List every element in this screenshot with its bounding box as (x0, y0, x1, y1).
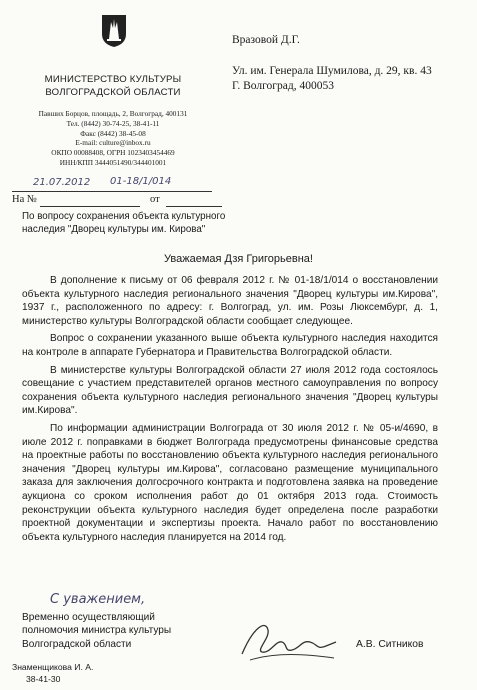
contact-line: ОКПО 00088408, ОГРН 1023403454469 (51, 148, 175, 158)
greeting: Уважаемая Дзя Григорьевна! (164, 253, 313, 265)
executor-name: Знаменщикова И. А. (12, 662, 94, 672)
ministry-contacts (8, 109, 218, 168)
contact-line: Тел. (8442) 30-74-25, 38-41-11 (66, 118, 160, 128)
body-paragraph: В дополнение к письму от 06 февраля 2012 г. № 01-18/1/014 о восстановлении объекта культурного наследия регионального значения "Дворец культуры им.Кирова", 1937 г., расположенного по адресу: г. Волгоград, ул. им. Розы Люксембург, д. 1, министерство культуры Волгоградской области сообщает следующее. (22, 275, 438, 327)
reference-number-label: На № (12, 194, 37, 205)
signer-title-line: Волгоградской области (22, 638, 132, 650)
handwritten-closing: С уважением, (50, 592, 146, 607)
letter-body (22, 274, 438, 548)
signer-title-line: полномочия министра культуры (22, 625, 172, 637)
ministry-line: МИНИСТЕРСТВО КУЛЬТУРЫ (44, 74, 182, 85)
signer-title (22, 611, 171, 651)
recipient-block (232, 33, 432, 94)
recipient-address-line: Г. Волгоград, 400053 (232, 80, 334, 92)
reference-date-line (166, 206, 222, 207)
contact-line: Факс (8442) 38-45-08 (80, 128, 146, 138)
signer-title-line: Временно осуществляющий (22, 612, 155, 623)
executor-block (12, 661, 93, 685)
coat-of-arms-icon (101, 14, 127, 48)
recipient-address-line: Ул. им. Генерала Шумилова, д. 29, кв. 43 (232, 65, 432, 77)
recipient-name: Вразовой Д.Г. (232, 34, 300, 46)
handwritten-date: 21.07.2012 (33, 177, 91, 188)
letter-subject: По вопросу сохранения объекта культурного наследия "Дворец культуры им. Кирова" (22, 211, 226, 235)
contact-line: Павших Борцов, площадь, 2, Волгоград, 400131 (38, 109, 188, 118)
ministry-line: ВОЛГОГРАДСКОЙ ОБЛАСТИ (45, 87, 181, 98)
contact-line: E-mail: culture@inbox.ru (75, 138, 151, 148)
executor-phone: 38-41-30 (26, 674, 61, 684)
body-paragraph: Вопрос о сохранении указанного выше объекта культурного наследия находится на контроле в аппарате Губернатора и Правительства Волгоградской области. (22, 333, 438, 358)
ministry-name (8, 73, 218, 99)
handwritten-signature (236, 616, 340, 664)
contact-line: ИНН/КПП 3444051490/344401001 (59, 157, 167, 167)
body-paragraph: В министерстве культуры Волгоградской области 27 июля 2012 года состоялось совещание с участием представителей органов местного самоуправления по вопросу сохранения объекта культурного наследия регионального значения "Дворец культуры им.Кирова". (22, 364, 438, 417)
body-paragraph: По информации администрации Волгограда от 30 июля 2012 г. № 05-и/4690, в июле 2012 г. поправками в бюджет Волгограда предусмотрены финансовые средства на проектные работы по восстановлению объекта культурного наследия регионального значения "Дворец культуры им.Кирова", согласовано размещение муниципального заказа для заключения долгосрочного контракта и подготовлена заявка на проведение аукциона со сроком исполнения работ до 01 октября 2013 года. Стоимость реконструкции объекта культурного наследия будет определена после разработки проектной документации и экспертизы проекта. Начало работ по восстановлению объекта культурного наследия планируется на 2014 год. (22, 422, 438, 543)
reference-date-label: от (150, 194, 160, 205)
registration-line (12, 191, 212, 192)
handwritten-number: 01-18/1/014 (110, 176, 172, 187)
reference-number-line (40, 206, 140, 207)
signer-name: А.В. Ситников (356, 639, 424, 650)
